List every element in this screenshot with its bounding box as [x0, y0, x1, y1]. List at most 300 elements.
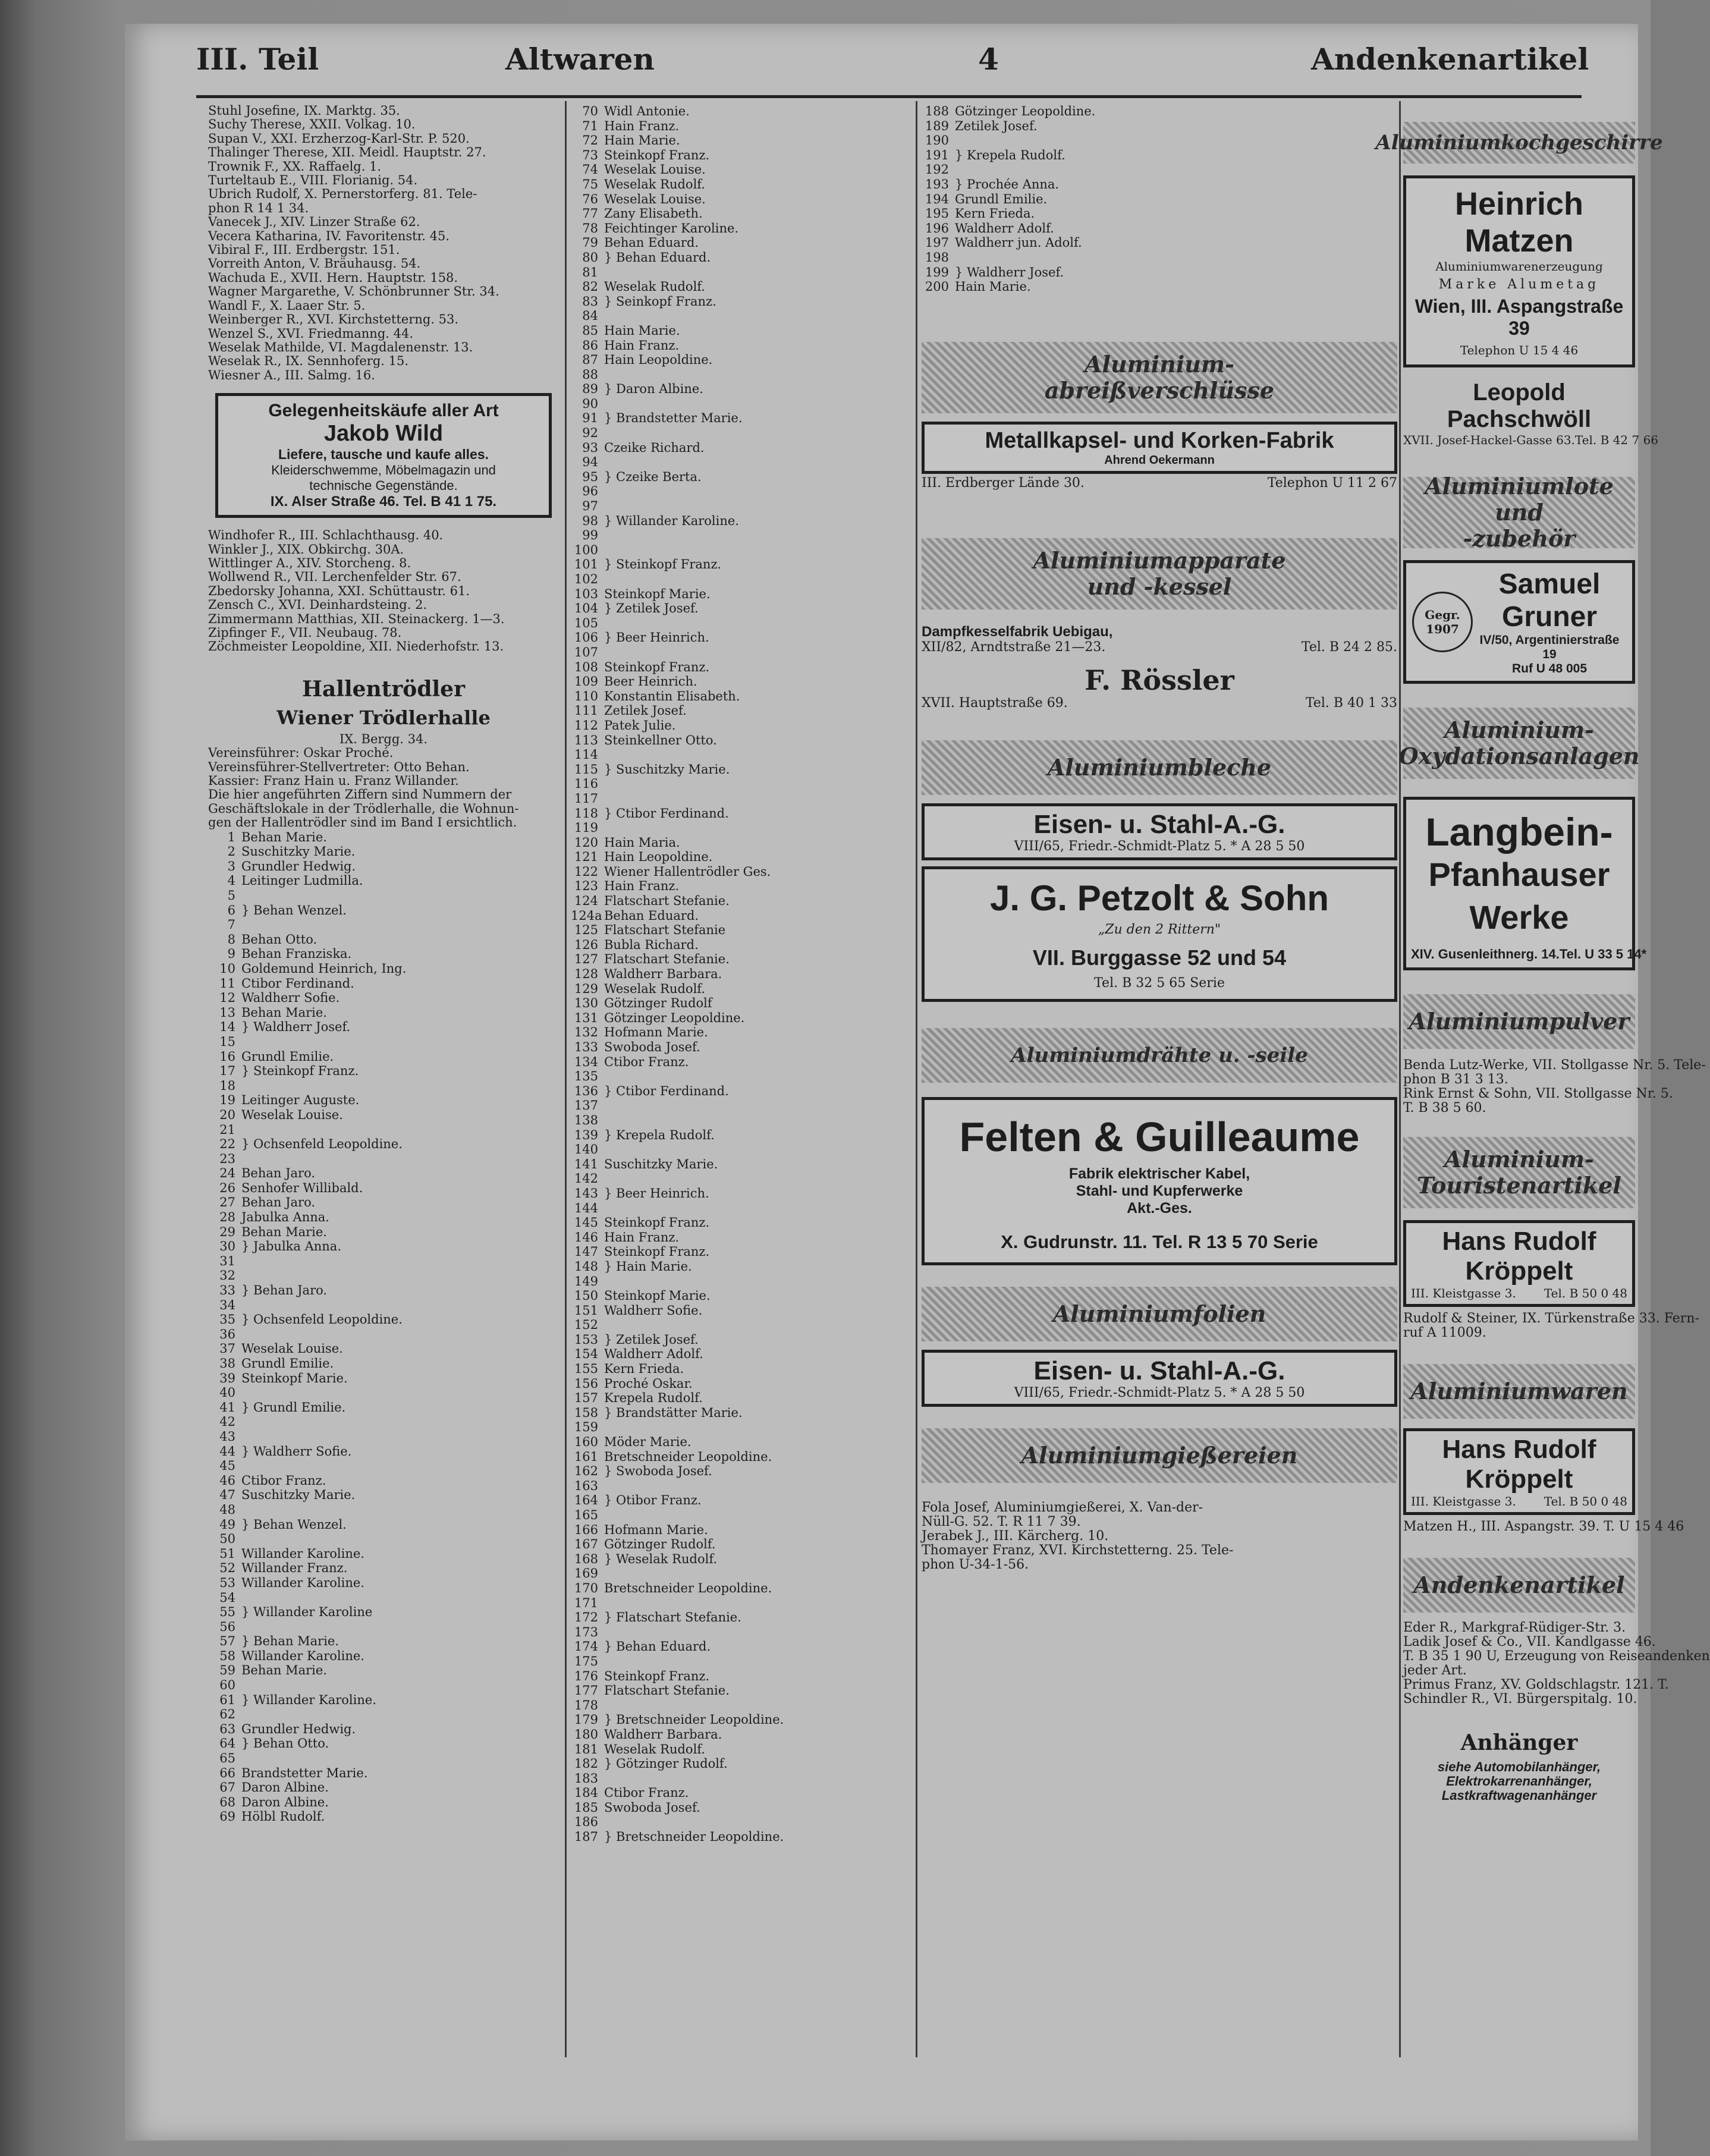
stall-number: 5 — [227, 888, 235, 903]
stall-number: 97 — [582, 499, 598, 514]
stall-number: 135 — [574, 1069, 598, 1084]
stall-number: 159 — [574, 1420, 598, 1435]
stall-list — [922, 104, 1397, 294]
stall-entry — [571, 192, 910, 207]
stall-entry — [571, 543, 910, 558]
stall-number: 11 — [219, 976, 235, 991]
stall-entry — [208, 1385, 559, 1400]
stall-holder: Flatschart Stefanie. — [604, 894, 730, 909]
stall-holder: Steinkopf Franz. — [604, 147, 710, 162]
stall-number: 27 — [219, 1195, 235, 1210]
stall-number: 153 — [574, 1332, 598, 1347]
list-item: Wollwend R., VII. Lerchenfelder Str. 67. — [208, 570, 461, 584]
stall-number: 57 — [219, 1634, 235, 1649]
stall-holder: Götzinger Rudolf — [604, 996, 712, 1011]
list-item: Jerabek J., III. Kärcherg. 10. — [922, 1528, 1109, 1544]
ad-matzen — [1403, 175, 1635, 367]
stall-entry — [208, 1561, 559, 1576]
stall-entry — [571, 177, 910, 192]
stall-number: 137 — [574, 1098, 598, 1113]
banner-pulver: Aluminiumpulver — [1403, 994, 1635, 1049]
stall-holder: } Krepela Rudolf. — [604, 1127, 715, 1142]
stall-number: 58 — [219, 1648, 235, 1663]
stall-holder: Hofmann Marie. — [604, 1522, 708, 1537]
ad-text: Stahl- und Kupferwerke — [1076, 1182, 1243, 1199]
stall-number: 106 — [574, 630, 598, 645]
list-item: Windhofer R., III. Schlachthausg. 40. — [208, 528, 444, 543]
page — [125, 24, 1710, 2141]
list-item: Wittlinger A., XIV. Storcheng. 8. — [208, 555, 411, 570]
subsection-title: Wiener Trödlerhalle — [276, 706, 491, 729]
list-item: gen der Hallentrödler sind im Band I ersichtlich. — [208, 815, 517, 830]
stall-number: 59 — [219, 1663, 235, 1678]
stall-entry — [571, 1464, 910, 1479]
stall-entry — [208, 1576, 559, 1591]
stall-holder: Feichtinger Karoline. — [604, 221, 739, 235]
stall-holder: Steinkopf Marie. — [241, 1371, 348, 1385]
list-item: Weselak R., IX. Sennhoferg. 15. — [208, 354, 409, 369]
stall-entry — [571, 689, 910, 704]
stall-holder: Grundler Hedwig. — [241, 1721, 356, 1736]
banner-draehte: Aluminiumdrähte u. -seile — [922, 1028, 1397, 1083]
stall-holder: } Bretschneider Leopoldine. — [604, 1830, 784, 1844]
stall-holder: Zetilek Josef. — [955, 118, 1038, 133]
stall-entry — [571, 1171, 910, 1186]
stall-holder: Jabulka Anna. — [241, 1210, 329, 1225]
stall-holder: Hain Marie. — [955, 279, 1031, 294]
banner-touristen: Aluminium- Touristenartikel — [1403, 1137, 1635, 1208]
list-item: phon R 14 1 34. — [208, 200, 309, 215]
stall-entry — [571, 1566, 910, 1581]
stall-number: 89 — [582, 382, 598, 397]
stall-entry — [571, 1683, 910, 1698]
stall-number: 121 — [574, 850, 598, 865]
list-item: phon U-34-1-56. — [922, 1557, 1029, 1572]
stall-number: 71 — [582, 118, 598, 133]
stall-entry — [208, 1225, 559, 1240]
stall-entry — [571, 1025, 910, 1040]
stall-holder: Steinkopf Franz. — [604, 659, 710, 674]
stall-holder: } Behan Otto. — [241, 1736, 329, 1751]
stall-entry — [208, 1707, 559, 1722]
stall-number: 55 — [219, 1605, 235, 1620]
column-3 — [922, 104, 1397, 1572]
stall-holder: Hain Franz. — [604, 338, 680, 353]
stall-number: 172 — [574, 1610, 598, 1625]
column-4 — [1375, 104, 1710, 1803]
stall-entry — [571, 1756, 910, 1771]
stall-holder: Hain Marie. — [604, 323, 680, 338]
stall-entry — [571, 235, 910, 250]
list-item: Rink Ernst & Sohn, VII. Stollgasse Nr. 5. — [1403, 1086, 1673, 1101]
stall-entry — [571, 557, 910, 572]
stall-number: 138 — [574, 1112, 598, 1127]
ad-address: IV/50, Argentinierstraße 19 — [1479, 633, 1620, 661]
stall-entry — [208, 1312, 559, 1327]
ad-address: VIII/65, Friedr.-Schmidt-Platz 5. * A 28 5 50 — [1014, 1385, 1305, 1400]
stall-holder: Goldemund Heinrich, Ing. — [241, 961, 407, 976]
stall-holder: Suschitzky Marie. — [241, 844, 356, 859]
stall-entry — [571, 850, 910, 865]
stall-holder: Behan Franziska. — [241, 947, 352, 961]
directory-list-b — [208, 529, 559, 654]
banner-apparate: Aluminiumapparate und -kessel — [922, 538, 1397, 609]
stall-holder: Willander Franz. — [241, 1561, 348, 1576]
stall-entry — [571, 470, 910, 485]
stall-entry — [571, 777, 910, 791]
stall-entry — [922, 279, 1397, 294]
stall-number: 119 — [574, 821, 598, 835]
listing-waren — [1403, 1519, 1684, 1534]
part-label: III. Teil — [196, 42, 319, 77]
list-item: Matzen H., III. Aspangstr. 39. T. U 15 4 46 — [1403, 1519, 1684, 1534]
stall-holder: Krepela Rudolf. — [604, 1391, 703, 1406]
stall-number: 86 — [582, 338, 598, 353]
stall-number: 115 — [574, 762, 598, 777]
stall-entry — [571, 1244, 910, 1259]
stall-entry — [208, 1532, 559, 1547]
listing-name: Leopold Pachschwöll — [1447, 379, 1592, 432]
stall-number: 176 — [574, 1668, 598, 1683]
stall-entry — [571, 645, 910, 660]
stall-number: 162 — [574, 1464, 598, 1479]
stall-entry — [208, 1210, 559, 1225]
stall-holder: Steinkopf Franz. — [604, 1668, 710, 1683]
ad-text: technische Gegenstände. — [309, 478, 458, 494]
stall-number: 14 — [219, 1020, 235, 1035]
list-item: Kassier: Franz Hain u. Franz Willander. — [208, 774, 459, 788]
stall-holder: Behan Marie. — [241, 1663, 327, 1678]
stall-number: 26 — [219, 1180, 235, 1195]
stall-entry — [208, 1268, 559, 1283]
stall-number: 47 — [219, 1488, 235, 1503]
ad-text: Akt.-Ges. — [1127, 1199, 1192, 1217]
list-item: Zbedorsky Johanna, XXI. Schüttaustr. 61. — [208, 583, 470, 598]
stall-holder: Swoboda Josef. — [604, 1800, 700, 1815]
list-item: Weselak Mathilde, VI. Magdalenenstr. 13. — [208, 340, 473, 354]
list-item: Vecera Katharina, IV. Favoritenstr. 45. — [208, 228, 450, 243]
stall-holder: Daron Albine. — [241, 1794, 329, 1809]
stall-holder: } Jabulka Anna. — [241, 1239, 341, 1254]
stall-number: 170 — [574, 1580, 598, 1595]
list-item: T. B 38 5 60. — [1403, 1101, 1486, 1115]
stall-entry — [571, 630, 910, 645]
stall-number: 52 — [219, 1561, 235, 1576]
stall-number: 63 — [219, 1721, 235, 1736]
stall-entry — [208, 1678, 559, 1693]
stall-number: 61 — [219, 1692, 235, 1707]
stall-entry — [571, 835, 910, 850]
stall-entry — [571, 1376, 910, 1391]
stall-entry — [571, 265, 910, 280]
stall-holder: Ctibor Franz. — [604, 1786, 689, 1800]
stall-number: 181 — [574, 1742, 598, 1756]
stall-entry — [208, 1503, 559, 1517]
stall-entry — [208, 1751, 559, 1766]
stall-holder: } Zetilek Josef. — [604, 601, 699, 616]
list-item: Wiesner A., III. Salmg. 16. — [208, 367, 375, 382]
stall-number: 84 — [582, 309, 598, 323]
stall-number: 125 — [574, 923, 598, 938]
stall-number: 142 — [574, 1171, 598, 1186]
ad-phone: Ruf U 48 005 — [1511, 662, 1588, 675]
stall-entry — [571, 1347, 910, 1362]
list-item: Ladik Josef & Co., VII. Kandlgasse 46. — [1403, 1635, 1656, 1649]
stall-holder: Zany Elisabeth. — [604, 206, 703, 221]
stall-holder: } Waldherr Sofie. — [241, 1444, 352, 1459]
stall-holder: Weselak Rudolf. — [604, 279, 705, 294]
stall-entry — [922, 177, 1397, 192]
stall-entry — [922, 235, 1397, 250]
stall-number: 141 — [574, 1156, 598, 1171]
stall-holder: } Behan Wenzel. — [241, 1517, 347, 1532]
stall-entry — [208, 917, 559, 932]
cross-reference — [1403, 1760, 1635, 1803]
stall-holder: Waldherr Barbara. — [604, 967, 722, 982]
stall-entry — [571, 996, 910, 1011]
stall-number: 17 — [219, 1064, 235, 1079]
stall-entry — [208, 1298, 559, 1313]
stall-number: 180 — [574, 1727, 598, 1742]
stall-entry — [208, 1371, 559, 1386]
directory-list-a — [208, 104, 559, 382]
list-item: Wenzel S., XVI. Friedmanng. 44. — [208, 326, 414, 341]
stall-number: 28 — [219, 1210, 235, 1225]
stall-entry — [571, 206, 910, 221]
stall-number: 166 — [574, 1522, 598, 1537]
stall-entry — [922, 162, 1397, 177]
ad-owner: Ahrend Oekermann — [1104, 453, 1215, 467]
list-item: Vereinsführer-Stellvertreter: Otto Behan. — [208, 759, 470, 774]
stall-number: 145 — [574, 1215, 598, 1230]
list-item: Geschäftslokale in der Trödlerhalle, die Wohnun- — [208, 801, 519, 816]
ad-company: Hans Rudolf Kröppelt — [1442, 1227, 1596, 1286]
stall-entry — [571, 1654, 910, 1669]
stall-number: 155 — [574, 1362, 598, 1376]
list-item: Vorreith Anton, V. Bräuhausg. 54. — [208, 256, 421, 271]
stall-number: 81 — [582, 265, 598, 279]
stall-entry — [571, 791, 910, 806]
stall-number: 113 — [574, 733, 598, 747]
stall-holder: Hain Marie. — [604, 133, 680, 148]
stall-number: 140 — [574, 1142, 598, 1157]
ad-contact: XIV. Gusenleithnerg. 14. Tel. U 33 5 14* — [1411, 947, 1647, 961]
stall-entry — [571, 879, 910, 894]
stall-number: 152 — [574, 1318, 598, 1332]
stall-entry — [571, 1391, 910, 1406]
stall-entry — [571, 367, 910, 382]
list-item: ruf A 11009. — [1403, 1325, 1486, 1340]
stall-number: 8 — [227, 932, 235, 947]
stall-entry — [571, 162, 910, 177]
stall-entry — [571, 148, 910, 163]
stall-holder: } Behan Wenzel. — [241, 903, 347, 917]
stall-entry — [208, 1400, 559, 1415]
stall-entry — [571, 1420, 910, 1435]
stall-number: 70 — [582, 104, 598, 118]
stall-entry — [922, 265, 1397, 280]
stall-holder: Grundl Emilie. — [955, 191, 1048, 206]
banner-oxydation: Aluminium- Oxydationsanlagen — [1403, 708, 1635, 779]
stall-holder: Willander Karoline. — [241, 1546, 364, 1561]
stall-entry — [571, 1406, 910, 1420]
stall-number: 169 — [574, 1566, 598, 1581]
stall-entry — [922, 221, 1397, 236]
stall-number: 90 — [582, 396, 598, 411]
ad-eisen-stahl — [922, 803, 1397, 860]
stall-number: 18 — [219, 1078, 235, 1093]
list-item: Eder R., Markgraf-Rüdiger-Str. 3. — [1403, 1620, 1626, 1635]
list-item: Schindler R., VI. Bürgerspitalg. 10. — [1403, 1692, 1637, 1706]
stall-number: 131 — [574, 1010, 598, 1025]
list-item: Zöchmeister Leopoldine, XII. Niederhofstr. 13. — [208, 639, 504, 654]
stall-number: 41 — [219, 1400, 235, 1415]
stall-entry — [571, 1157, 910, 1172]
stall-entry — [922, 192, 1397, 207]
stall-number: 160 — [574, 1435, 598, 1450]
stall-list — [208, 830, 559, 1824]
stall-number: 196 — [925, 221, 949, 235]
ad-kroeppelt — [1403, 1428, 1635, 1515]
listing-name: F. Rössler — [1085, 664, 1234, 696]
stall-entry — [571, 1771, 910, 1786]
stall-entry — [571, 1332, 910, 1347]
stall-entry — [571, 1493, 910, 1508]
ad-company: Samuel Gruner — [1498, 568, 1601, 633]
stall-number: 13 — [219, 1005, 235, 1020]
stall-holder: Senhofer Willibald. — [241, 1180, 363, 1195]
stall-entry — [571, 718, 910, 733]
list-item: Die hier angeführten Ziffern sind Nummern der — [208, 787, 512, 802]
stall-entry — [208, 1152, 559, 1167]
stall-number: 29 — [219, 1224, 235, 1239]
stall-number: 189 — [925, 118, 949, 133]
stall-holder: Bretschneider Leopoldine. — [604, 1449, 772, 1464]
list-item: Trownik F., XX. Raffaelg. 1. — [208, 159, 382, 174]
ad-felten-guilleaume — [922, 1097, 1397, 1265]
ad-address: IX. Alser Straße 46. Tel. B 41 1 75. — [270, 494, 497, 510]
stall-number: 129 — [574, 981, 598, 996]
stall-entry — [571, 104, 910, 119]
stall-holder: } Krepela Rudolf. — [955, 147, 1065, 162]
stall-entry — [571, 1552, 910, 1567]
stall-number: 157 — [574, 1391, 598, 1406]
stall-holder: Hain Franz. — [604, 118, 680, 133]
stall-list — [571, 104, 910, 1844]
stall-entry — [571, 982, 910, 997]
stall-holder: Steinkellner Otto. — [604, 733, 717, 747]
stall-number: 91 — [582, 411, 598, 426]
stall-entry — [571, 1435, 910, 1450]
stall-number: 50 — [219, 1532, 235, 1547]
stall-entry — [922, 104, 1397, 119]
ad-address: VIII/65, Friedr.-Schmidt-Platz 5. * A 28 5 50 — [1014, 838, 1305, 854]
stall-number: 32 — [219, 1268, 235, 1283]
stall-entry — [208, 859, 559, 874]
stall-entry — [208, 873, 559, 888]
stall-entry — [571, 426, 910, 441]
list-item: Supan V., XXI. Erzherzog-Karl-Str. P. 520. — [208, 131, 470, 146]
stall-entry — [571, 353, 910, 367]
stall-entry — [571, 1479, 910, 1494]
stall-number: 117 — [574, 791, 598, 806]
stall-holder: Bretschneider Leopoldine. — [604, 1580, 772, 1595]
column-2 — [571, 104, 910, 1844]
stall-holder: Hain Leopoldine. — [604, 850, 713, 865]
stall-holder: } Swoboda Josef. — [604, 1464, 712, 1479]
stall-holder: } Hain Marie. — [604, 1259, 692, 1274]
stall-number: 49 — [219, 1517, 235, 1532]
stall-number: 34 — [219, 1297, 235, 1312]
stall-entry — [571, 294, 910, 309]
stall-number: 116 — [574, 777, 598, 791]
stall-entry — [571, 1362, 910, 1376]
list-item: Rudolf & Steiner, IX. Türkenstraße 33. Fern- — [1403, 1311, 1699, 1326]
stall-number: 190 — [925, 133, 949, 148]
ad-company: Pfanhauser Werke — [1428, 856, 1610, 936]
stall-number: 62 — [219, 1707, 235, 1722]
stall-entry — [571, 514, 910, 529]
list-item: Thalinger Therese, XII. Meidl. Hauptstr. 27. — [208, 145, 486, 160]
stall-entry — [571, 1069, 910, 1084]
banner-lote: Aluminiumlote und -zubehör — [1403, 477, 1635, 548]
stall-holder: Waldherr Adolf. — [955, 221, 1054, 235]
stall-entry — [571, 455, 910, 470]
stall-holder: } Willander Karoline — [241, 1605, 373, 1620]
stall-holder: Weselak Rudolf. — [604, 981, 705, 996]
stall-entry — [208, 1137, 559, 1152]
stall-holder: Weselak Rudolf. — [604, 177, 705, 191]
stall-number: 154 — [574, 1347, 598, 1362]
stall-number: 95 — [582, 469, 598, 484]
stall-entry — [571, 1201, 910, 1216]
stall-holder: Steinkopf Franz. — [604, 1215, 710, 1230]
stall-entry — [571, 1698, 910, 1713]
stall-number: 94 — [582, 455, 598, 470]
stall-entry — [208, 991, 559, 1005]
stall-number: 108 — [574, 659, 598, 674]
stall-number: 22 — [219, 1137, 235, 1152]
stall-entry — [571, 923, 910, 938]
stall-number: 1 — [227, 829, 235, 844]
stall-holder: Ctibor Ferdinand. — [241, 976, 354, 991]
stall-number: 16 — [219, 1049, 235, 1064]
stall-entry — [571, 1040, 910, 1055]
page-number: 4 — [978, 42, 999, 77]
column-divider — [916, 101, 917, 2057]
stall-entry — [208, 1795, 559, 1810]
banner-kochgeschirre: Aluminiumkochgeschirre — [1403, 122, 1635, 164]
stall-holder: Ctibor Franz. — [241, 1473, 326, 1488]
stall-number: 65 — [219, 1751, 235, 1766]
stall-number: 103 — [574, 586, 598, 601]
stall-entry — [571, 1625, 910, 1640]
stall-number: 9 — [227, 947, 235, 961]
stall-entry — [571, 1055, 910, 1070]
list-item: T. B 35 1 90 U, Erzeugung von Reiseandenken — [1403, 1649, 1710, 1664]
stall-entry — [208, 1693, 559, 1708]
stall-entry — [571, 382, 910, 397]
stall-number: 3 — [227, 859, 235, 873]
ad-contact: III. Kleistgasse 3. Tel. B 50 0 48 — [1411, 1286, 1627, 1300]
stall-number: 53 — [219, 1575, 235, 1590]
stall-holder: Götzinger Leopoldine. — [604, 1010, 745, 1025]
stall-entry — [571, 1712, 910, 1727]
list-item: jeder Art. — [1403, 1663, 1467, 1678]
stall-holder: Hain Maria. — [604, 835, 680, 850]
stall-number: 78 — [582, 221, 598, 235]
stall-entry — [208, 1166, 559, 1181]
